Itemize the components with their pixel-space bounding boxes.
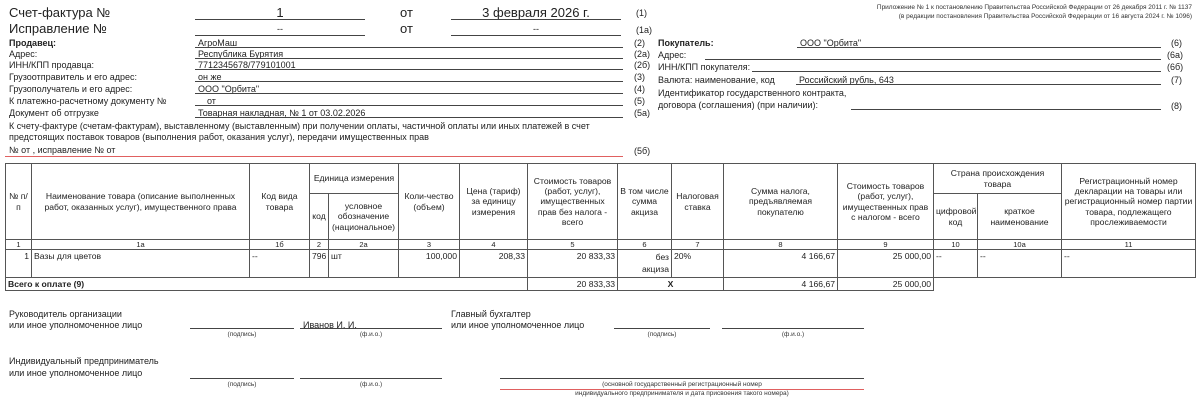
- buyer-inn-label: ИНН/КПП покупателя:: [658, 62, 751, 72]
- total-cost: 20 833,33: [528, 278, 618, 291]
- seller-value: АгроМаш: [198, 38, 238, 48]
- invoice-number: 1: [276, 5, 284, 20]
- accountant-signature-line: [614, 317, 710, 329]
- header-unit-code: код: [310, 194, 329, 240]
- currency-code: (7): [1171, 75, 1182, 85]
- buyer-address-code: (6а): [1167, 50, 1184, 60]
- header-country: Страна происхождения товара: [934, 164, 1062, 194]
- shipper-value: он же: [198, 72, 222, 82]
- payment-doc-code: (5): [634, 96, 645, 106]
- shipment-doc-code: (5а): [634, 108, 651, 118]
- header-excise: В том числе сумма акциза: [618, 164, 672, 240]
- buyer-label: Покупатель:: [658, 38, 714, 48]
- header-qty: Коли-чество (объем): [399, 164, 460, 240]
- invoice-code: (1): [636, 8, 647, 18]
- seller-address-label: Адрес:: [9, 49, 38, 59]
- correction-number: --: [277, 24, 283, 34]
- contract-code: (8): [1171, 101, 1182, 111]
- header-num: № п/п: [6, 164, 32, 240]
- row-cost: 20 833,33: [528, 250, 618, 278]
- goods-table: [5, 163, 1196, 291]
- col-number: 9: [838, 240, 934, 250]
- correction-from-label: от: [400, 21, 413, 36]
- row-country-code: --: [934, 250, 978, 278]
- row-country-name: --: [978, 250, 1062, 278]
- seller-inn-code: (2б): [634, 60, 651, 70]
- col-number: 2: [310, 240, 329, 250]
- row-qty: 100,000: [399, 250, 460, 278]
- ip-label-line1: Индивидуальный предприниматель: [9, 356, 159, 366]
- head-sign-caption: (подпись): [227, 331, 257, 338]
- correction-label: Исправление №: [9, 21, 107, 36]
- currency-label: Валюта: наименование, код: [658, 75, 775, 85]
- col-number: 3: [399, 240, 460, 250]
- advance-line1: К счету-фактуре (счетам-фактурам), выставленному (выставленным) при получении оплаты, частичной оплаты или иных платежей в счет: [9, 121, 590, 131]
- head-signature-line: [190, 317, 294, 329]
- row-price: 208,33: [460, 250, 528, 278]
- row-excise: без акциза: [618, 250, 672, 278]
- header-rate: Налоговая ставка: [672, 164, 724, 240]
- col-number: 1: [6, 240, 32, 250]
- total-tax: 4 166,67: [724, 278, 838, 291]
- col-number: 10а: [978, 240, 1062, 250]
- accountant-label-line1: Главный бухгалтер: [451, 309, 531, 319]
- contract-label-line2: договора (соглашения) (при наличии):: [658, 100, 818, 110]
- seller-inn-label: ИНН/КПП продавца:: [9, 60, 95, 70]
- row-reg: --: [1062, 250, 1196, 278]
- col-number: 11: [1062, 240, 1196, 250]
- total-sum: 25 000,00: [838, 278, 934, 291]
- header-tax: Сумма налога, предъявляемая покупателю: [724, 164, 838, 240]
- correction-code: (1а): [636, 25, 653, 35]
- buyer-address-label: Адрес:: [658, 50, 687, 60]
- row-unit-code: 796: [310, 250, 329, 278]
- header-cost: Стоимость товаров (работ, услуг), имущественных прав без налога - всего: [528, 164, 618, 240]
- payment-doc-label: К платежно-расчетному документу №: [9, 96, 167, 106]
- table-header-row: [6, 164, 1196, 194]
- col-number: 7: [672, 240, 724, 250]
- accountant-fio-caption: (ф.и.о.): [781, 331, 805, 338]
- accountant-sign-caption: (подпись): [647, 331, 677, 338]
- header-country-code: цифровой код: [934, 194, 978, 240]
- ip-fio-caption: (ф.и.о.): [359, 381, 383, 388]
- seller-code: (2): [634, 38, 645, 48]
- row-name: Вазы для цветов: [32, 250, 250, 278]
- invoice-date: 3 февраля 2026 г.: [482, 5, 590, 20]
- buyer-code: (6): [1171, 38, 1182, 48]
- buyer-inn-code: (6б): [1167, 62, 1184, 72]
- header-reg: Регистрационный номер декларации на товары или регистрационный номер партии товара, подлежащего прослеживаемости: [1062, 164, 1196, 240]
- shipper-code: (3): [634, 72, 645, 82]
- header-unit-name: условное обозначение (национальное): [329, 194, 399, 240]
- advance-line3: № от , исправление № от: [9, 145, 116, 155]
- correction-date: --: [533, 24, 539, 34]
- ip-label-line2: или иное уполномоченное лицо: [9, 368, 143, 378]
- accountant-label-line2: или иное уполномоченное лицо: [451, 320, 585, 330]
- ogrn-line: [500, 367, 864, 379]
- shipment-doc-value: Товарная накладная, № 1 от 03.02.2026: [198, 108, 366, 118]
- col-number: 1б: [250, 240, 310, 250]
- head-name: Иванов И. И.: [303, 320, 357, 330]
- appendix-line1: Приложение № 1 к постановлению Правительства Российской Федерации от 26 декабря 2011 г. № 1137: [876, 4, 1192, 11]
- head-label-line1: Руководитель организации: [9, 309, 122, 319]
- seller-inn-value: 7712345678/779101001: [198, 60, 296, 70]
- ogrn-caption-line1: (основной государственный регистрационный номер: [602, 381, 762, 388]
- advance-line2: предстоящих поставок товаров (выполнения работ, оказания услуг), передачи имущественных прав: [9, 132, 429, 142]
- total-label: Всего к оплате (9): [6, 278, 528, 291]
- currency-value: Российский рубль, 643: [799, 75, 894, 85]
- header-country-name: краткое наименование: [978, 194, 1062, 240]
- col-number: 2а: [329, 240, 399, 250]
- seller-address-value: Республика Бурятия: [198, 49, 284, 59]
- seller-label: Продавец:: [9, 38, 57, 48]
- header-unit: Единица измерения: [310, 164, 399, 194]
- payment-doc-value: от: [207, 96, 216, 106]
- consignee-value: ООО "Орбита": [198, 84, 260, 94]
- consignee-label: Грузополучатель и его адрес:: [9, 84, 133, 94]
- col-number: 6: [618, 240, 672, 250]
- invoice-label: Счет-фактура №: [9, 5, 111, 20]
- ip-signature-line: [190, 367, 294, 379]
- table-total-row: [6, 278, 1196, 291]
- shipment-doc-label: Документ об отгрузке: [9, 108, 99, 118]
- row-total: 25 000,00: [838, 250, 934, 278]
- header-kind: Код вида товара: [250, 164, 310, 240]
- col-number: 5: [528, 240, 618, 250]
- header-total: Стоимость товаров (работ, услуг), имущественных прав с налогом - всего: [838, 164, 934, 240]
- ip-sign-caption: (подпись): [227, 381, 257, 388]
- consignee-code: (4): [634, 84, 645, 94]
- head-fio-caption: (ф.и.о.): [359, 331, 383, 338]
- buyer-value: ООО "Орбита": [800, 38, 862, 48]
- head-label-line2: или иное уполномоченное лицо: [9, 320, 143, 330]
- col-number: 4: [460, 240, 528, 250]
- header-price: Цена (тариф) за единицу измерения: [460, 164, 528, 240]
- shipper-label: Грузоотправитель и его адрес:: [9, 72, 137, 82]
- appendix-line2: (в редакции постановления Правительства Российской Федерации от 16 августа 2024 г. № 1096): [898, 13, 1192, 20]
- col-number: 8: [724, 240, 838, 250]
- row-num: 1: [6, 250, 32, 278]
- col-number: 1а: [32, 240, 250, 250]
- seller-address-code: (2а): [634, 49, 651, 59]
- contract-label-line1: Идентификатор государственного контракта,: [658, 88, 847, 98]
- row-unit-name: шт: [329, 250, 399, 278]
- ogrn-caption-line2: индивидуального предпринимателя и дата присвоения такого номера): [575, 390, 789, 397]
- row-kind: --: [250, 250, 310, 278]
- header-name: Наименование товара (описание выполненных работ, оказанных услуг), имущественного права: [32, 164, 250, 240]
- invoice-from-label: от: [400, 5, 413, 20]
- total-excise: X: [618, 278, 724, 291]
- col-number: 10: [934, 240, 978, 250]
- row-rate: 20%: [672, 250, 724, 278]
- advance-code: (5б): [634, 146, 651, 156]
- table-row: [6, 250, 1196, 278]
- total-empty: [934, 278, 1196, 291]
- column-numbers-row: [6, 240, 1196, 250]
- row-tax: 4 166,67: [724, 250, 838, 278]
